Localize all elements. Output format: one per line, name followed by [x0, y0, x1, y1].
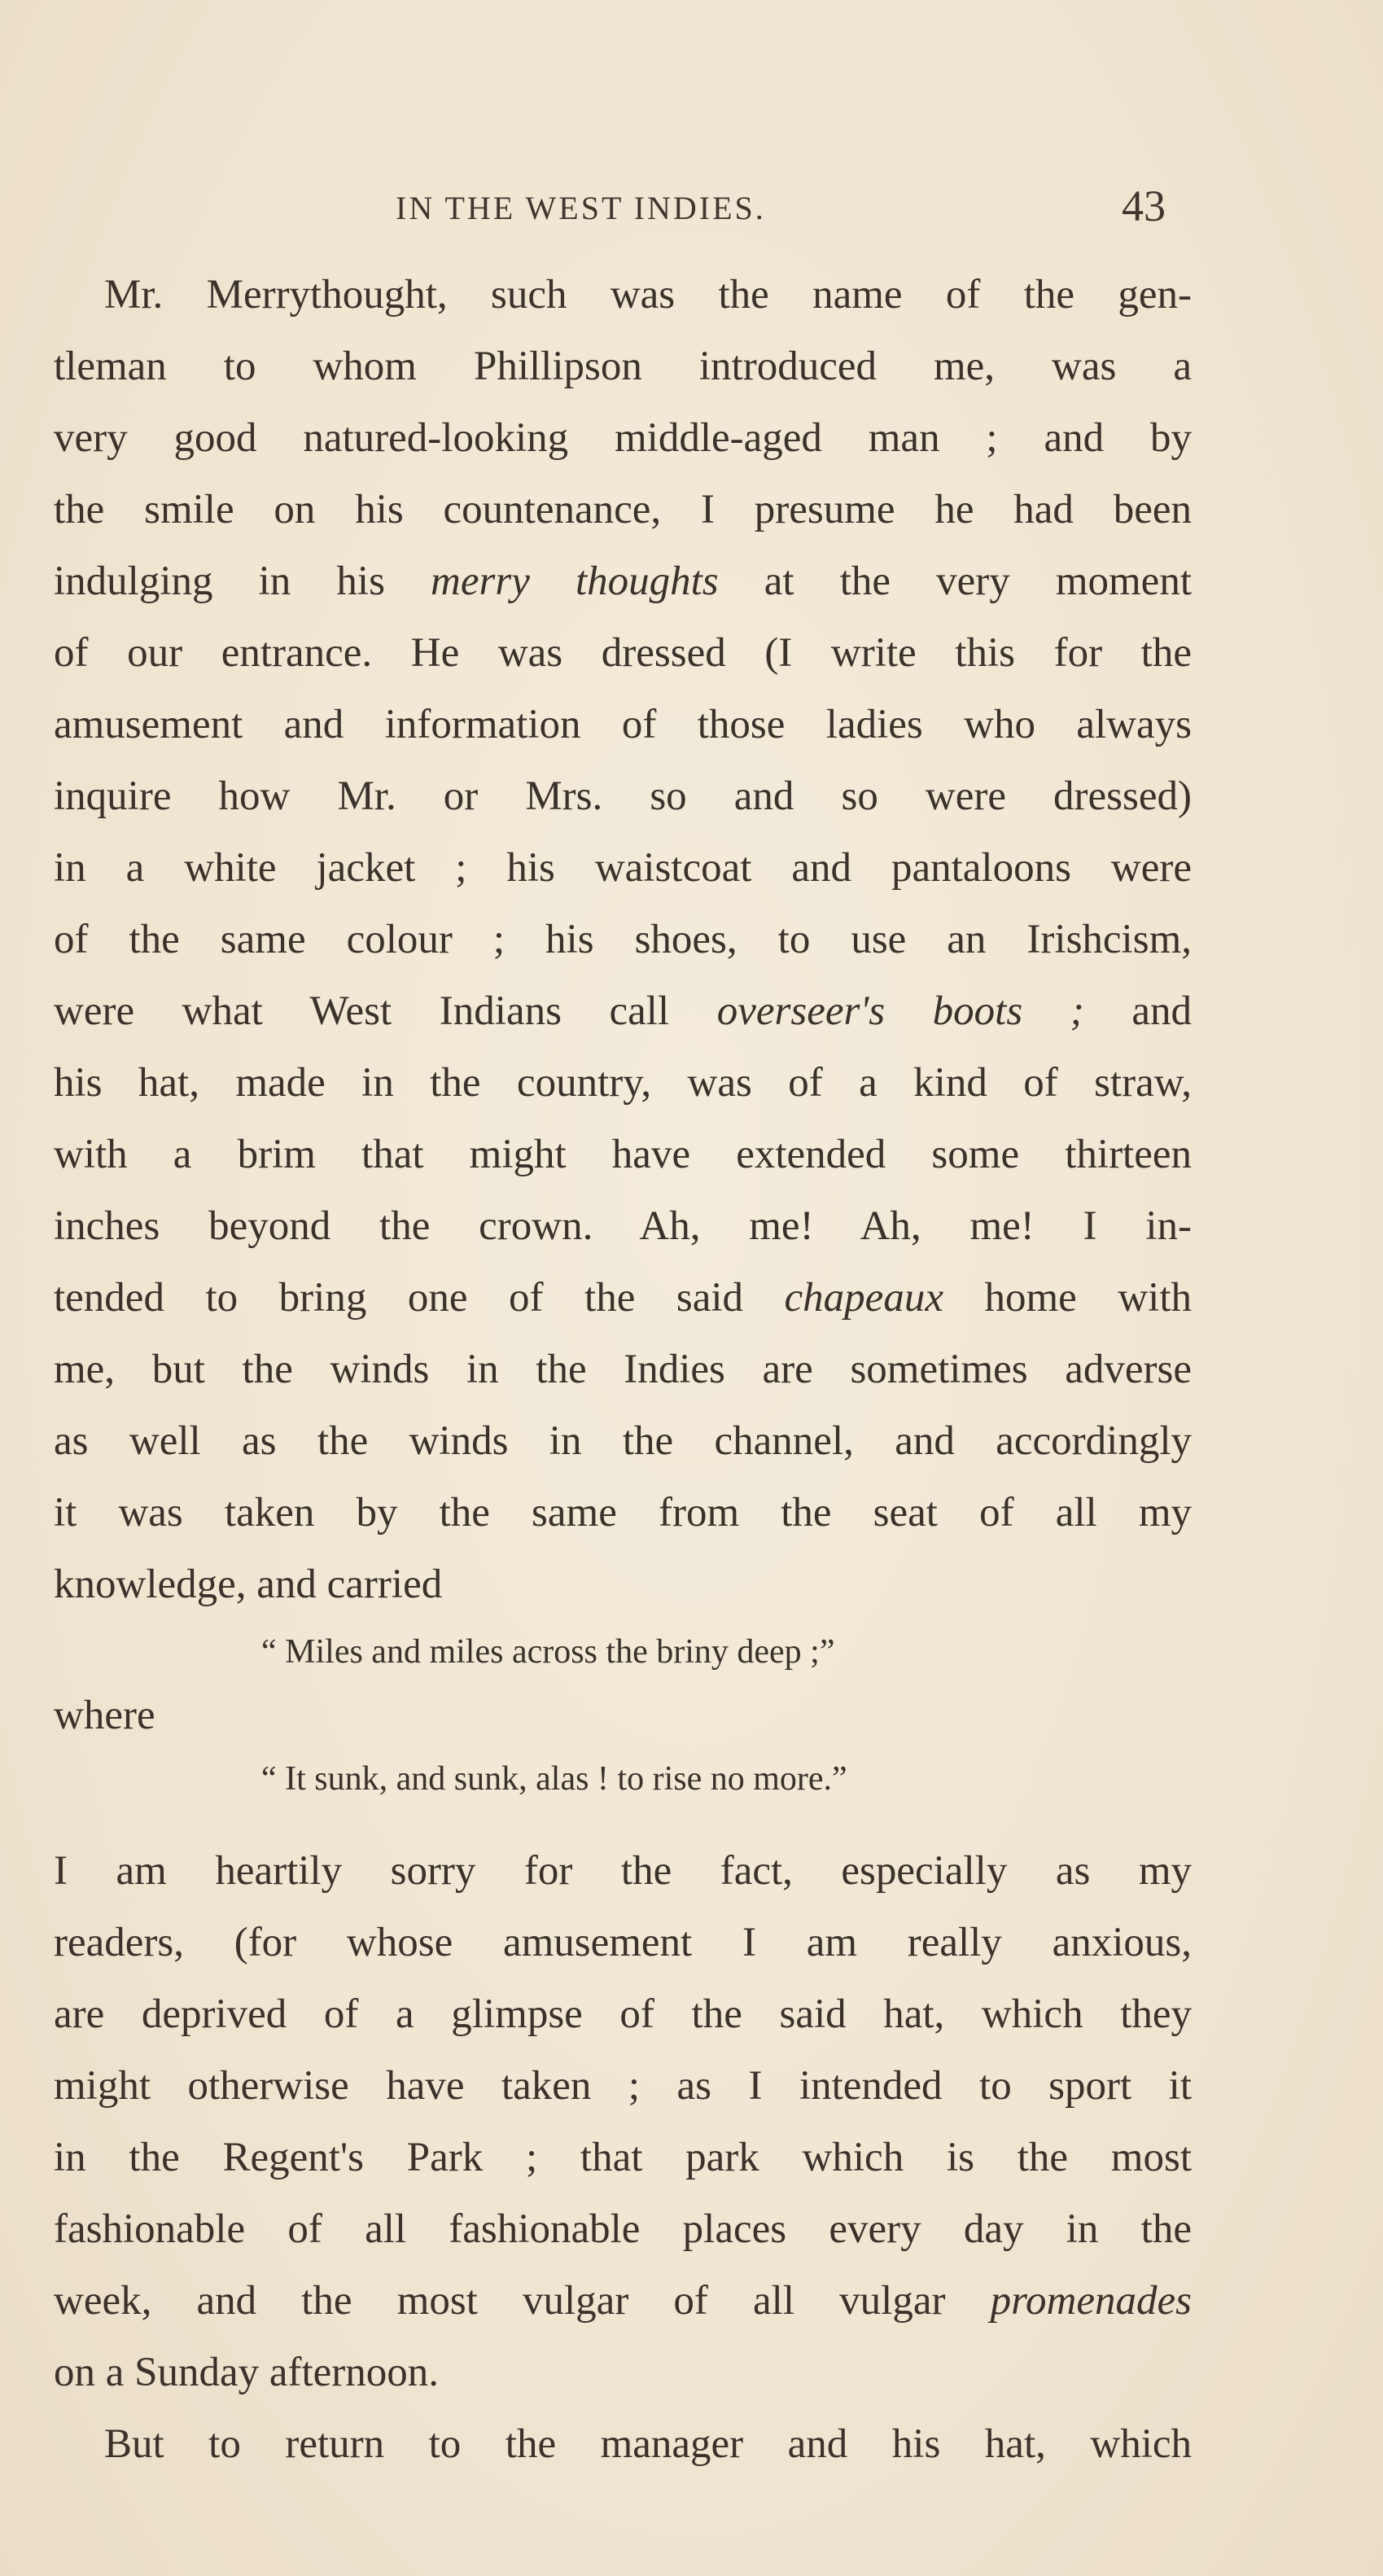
- text-segment: knowledge, and carried: [54, 1562, 443, 1607]
- paragraph-2: [54, 1835, 1192, 2408]
- text-line: [54, 832, 1192, 904]
- text-segment: amusement and information of those ladies who always: [54, 702, 1192, 747]
- text-line: [54, 1549, 1192, 1620]
- body-text: [54, 259, 1192, 2480]
- page-number: 43: [1122, 182, 1166, 230]
- italic-text: chapeaux: [784, 1275, 943, 1321]
- text-segment: tended to bring one of the said: [54, 1275, 785, 1321]
- text-line: [54, 1190, 1192, 1262]
- text-line: [54, 689, 1192, 760]
- text-segment: and: [1083, 988, 1192, 1034]
- text-segment: at the very moment: [718, 559, 1192, 604]
- text-segment: fashionable of all fashionable places every day in the: [54, 2206, 1192, 2252]
- text-line: [54, 331, 1192, 402]
- text-line: [54, 1477, 1192, 1549]
- text-segment: it was taken by the same from the seat of all my: [54, 1490, 1192, 1536]
- spacer: [54, 1811, 1192, 1835]
- text-line: [54, 1262, 1192, 1334]
- text-segment: in a white jacket ; his waistcoat and pantaloons were: [54, 845, 1192, 891]
- text-segment: indulging in his: [54, 559, 431, 604]
- paragraph-1: [54, 259, 1192, 1620]
- text-segment: are deprived of a glimpse of the said hat, which they: [54, 1991, 1192, 2037]
- italic-text: merry thoughts: [431, 559, 719, 604]
- text-line: [54, 2337, 1192, 2408]
- text-line: [54, 975, 1192, 1047]
- text-line: [54, 760, 1192, 832]
- text-segment: Mr. Merrythought, such was the name of the gen-: [104, 272, 1192, 318]
- text-segment: of the same colour ; his shoes, to use an Irishcism,: [54, 917, 1192, 962]
- text-segment: But to return to the manager and his hat, which: [104, 2421, 1192, 2467]
- text-segment: readers, (for whose amusement I am really anxious,: [54, 1920, 1192, 1965]
- text-line: [54, 1405, 1192, 1477]
- text-segment: with a brim that might have extended some thirteen: [54, 1132, 1192, 1177]
- text-line: [54, 2050, 1192, 2122]
- text-segment: were what West Indians call: [54, 988, 717, 1034]
- text-segment: of our entrance. He was dressed (I write this for the: [54, 630, 1192, 676]
- text-line: [54, 1047, 1192, 1119]
- text-line: [54, 1907, 1192, 1978]
- text-segment: me, but the winds in the Indies are sometimes adverse: [54, 1347, 1192, 1392]
- text-segment: inches beyond the crown. Ah, me! Ah, me! I in-: [54, 1203, 1192, 1249]
- text-segment: inquire how Mr. or Mrs. so and so were dressed): [54, 773, 1192, 819]
- text-line: [54, 1334, 1192, 1405]
- text-line: [54, 1835, 1192, 1907]
- text-line: [54, 2122, 1192, 2193]
- paragraph-3: [54, 2408, 1192, 2480]
- text-line: [54, 402, 1192, 474]
- text-line: [54, 2193, 1192, 2265]
- text-segment: in the Regent's Park ; that park which is the most: [54, 2135, 1192, 2180]
- text-line: [54, 2408, 1192, 2480]
- text-segment: his hat, made in the country, was of a kind of straw,: [54, 1060, 1192, 1106]
- text-line: [54, 2265, 1192, 2337]
- text-segment: very good natured-looking middle-aged man ; and by: [54, 415, 1192, 461]
- running-head: IN THE WEST INDIES.: [396, 190, 766, 226]
- text-line: [54, 259, 1192, 331]
- text-line: [54, 1119, 1192, 1190]
- text-segment: as well as the winds in the channel, and accordingly: [54, 1418, 1192, 1464]
- text-segment: the smile on his countenance, I presume he had been: [54, 487, 1192, 532]
- text-line: [54, 545, 1192, 617]
- verse-quote-1: “ Miles and miles across the briny deep ;”: [261, 1633, 835, 1671]
- text-segment: tleman to whom Phillipson introduced me, was a: [54, 344, 1192, 389]
- page-header: [0, 181, 1383, 238]
- text-segment: might otherwise have taken ; as I intended to sport it: [54, 2063, 1192, 2109]
- text-line: [54, 904, 1192, 975]
- italic-text: promenades: [990, 2278, 1192, 2324]
- text-segment: week, and the most vulgar of all vulgar: [54, 2278, 991, 2324]
- italic-text: overseer's boots ;: [716, 988, 1084, 1034]
- text-segment: on a Sunday afternoon.: [54, 2350, 440, 2395]
- text-line: [54, 474, 1192, 545]
- verse-quote-2: “ It sunk, and sunk, alas ! to rise no more.”: [261, 1760, 847, 1798]
- text-segment: I am heartily sorry for the fact, especially as my: [54, 1848, 1192, 1894]
- text-segment: home with: [943, 1275, 1192, 1321]
- text-line: [54, 617, 1192, 689]
- text-line: [54, 1978, 1192, 2050]
- where-line: where: [54, 1693, 155, 1738]
